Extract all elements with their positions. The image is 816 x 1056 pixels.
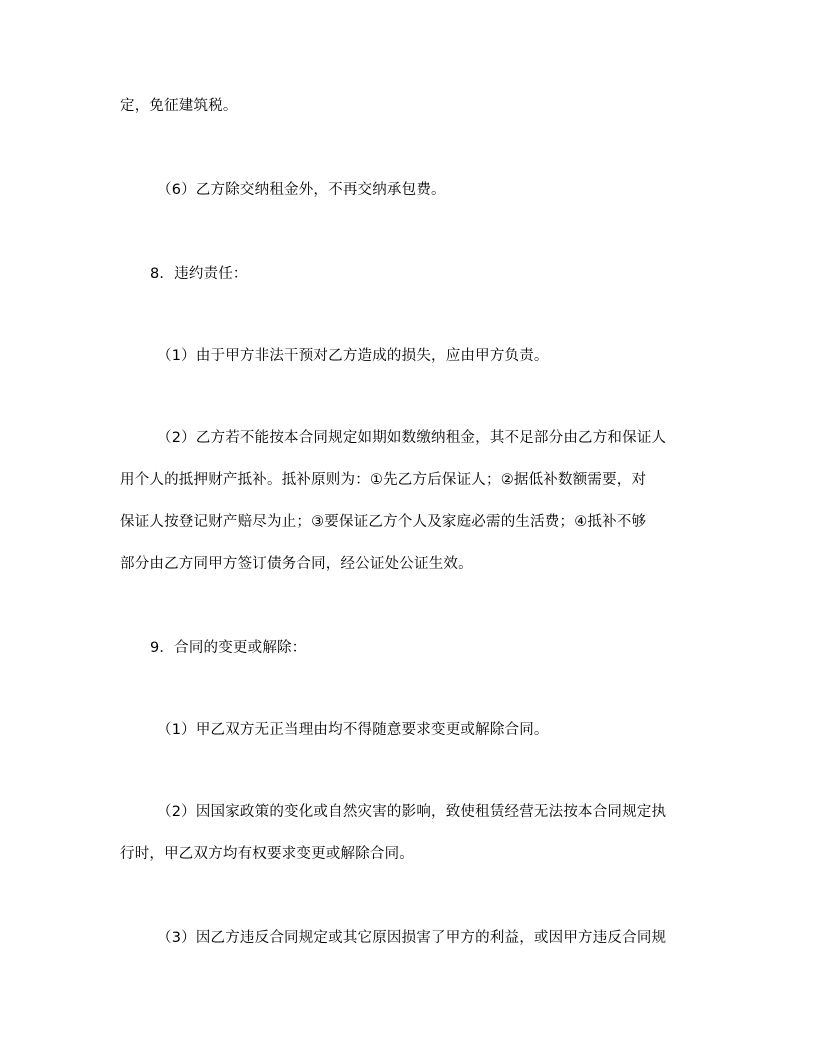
clause-9-1: （1）甲乙双方无正当理由均不得随意要求变更或解除合同。 [157, 722, 549, 738]
clause-8-1: （1）由于甲方非法干预对乙方造成的损失，应由甲方负责。 [157, 348, 549, 364]
clause-8-2-line-3: 保证人按登记财产赔尽为止；③要保证乙方个人及家庭必需的生活费；④抵补不够 [120, 514, 647, 530]
clause-9-2-line-1: （2）因国家政策的变化或自然灾害的影响，致使租赁经营无法按本合同规定执 [157, 804, 667, 820]
clause-6: （6）乙方除交纳租金外，不再交纳承包费。 [157, 182, 446, 198]
clause-9-2-line-2: 行时，甲乙双方均有权要求变更或解除合同。 [120, 846, 414, 862]
clause-9-3-line-1: （3）因乙方违反合同规定或其它原因损害了甲方的利益，或因甲方违反合同规 [157, 930, 667, 946]
section-heading-8: 8．违约责任： [150, 266, 248, 282]
clause-8-2-line-1: （2）乙方若不能按本合同规定如期如数缴纳租金，其不足部分由乙方和保证人 [157, 430, 667, 446]
section-heading-9: 9．合同的变更或解除： [150, 640, 307, 656]
clause-8-2-line-2: 用个人的抵押财产抵补。抵补原则为：①先乙方后保证人；②据低补数额需要，对 [120, 472, 647, 488]
paragraph-continuation: 定，免征建筑税。 [120, 98, 238, 114]
clause-8-2-line-4: 部分由乙方同甲方签订债务合同，经公证处公证生效。 [120, 556, 473, 572]
